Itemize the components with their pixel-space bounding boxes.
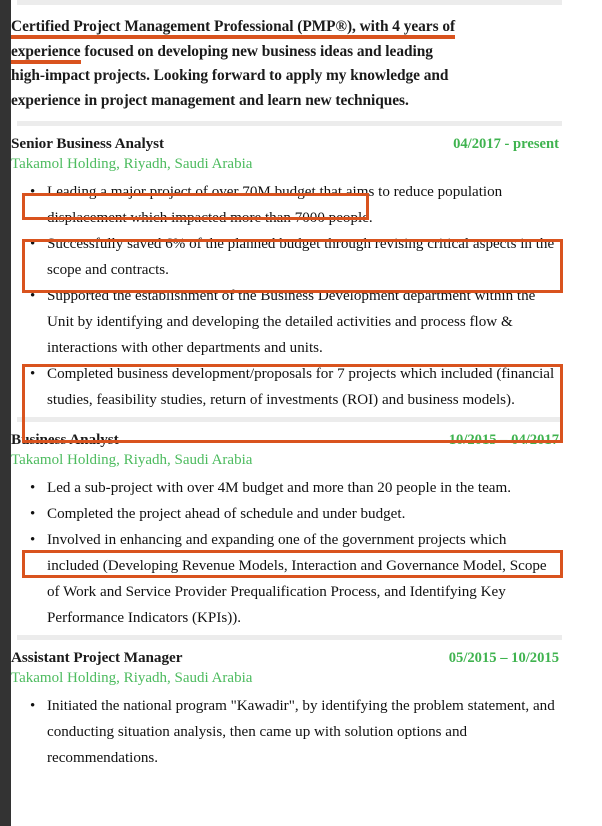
job-bullet-list-2 bbox=[11, 473, 572, 635]
job-company-location: Takamol Holding, Riyadh, Saudi Arabia bbox=[11, 670, 253, 686]
job-date-range: 05/2015 – 10/2015 bbox=[448, 650, 559, 666]
job-title: Business Analyst bbox=[11, 431, 119, 448]
summary-line-4: experience in project management and learn new techniques. bbox=[11, 91, 409, 109]
resume-content bbox=[11, 0, 572, 775]
summary-line-1: Certified Project Management Professional (PMP®), with 4 years of bbox=[11, 18, 455, 39]
list-item: • Leading a major project of over 70M budget that aims to reduce population displacement which impacted more than 7000 people. bbox=[11, 179, 559, 231]
list-item: • Supported the establishment of the Business Development department within the Unit by identifying and developing the detailed activities and process flow & interactions with other departments and units. bbox=[11, 283, 559, 361]
window-left-edge-band bbox=[0, 0, 11, 826]
professional-summary bbox=[11, 5, 559, 121]
job-bullet-list-1 bbox=[11, 177, 572, 417]
list-item: • Led a sub-project with over 4M budget and more than 20 people in the team. bbox=[11, 475, 559, 501]
summary-line-3: high-impact projects. Looking forward to apply my knowledge and bbox=[11, 67, 449, 84]
list-item: • Initiated the national program "Kawadir", by identifying the problem statement, and conducting situation analysis, then came up with solution options and recommendations. bbox=[11, 693, 559, 771]
experience-header-2 bbox=[11, 422, 559, 449]
list-item: • Completed the project ahead of schedule and under budget. bbox=[11, 501, 559, 527]
experience-entry-2 bbox=[11, 422, 572, 635]
job-company-location: Takamol Holding, Riyadh, Saudi Arabia bbox=[11, 156, 253, 172]
experience-header-1 bbox=[11, 126, 559, 153]
job-company-location: Takamol Holding, Riyadh, Saudi Arabia bbox=[11, 452, 253, 468]
list-item: • Completed business development/proposals for 7 projects which included (financial studies, feasibility studies, return of investments (ROI) and business models). bbox=[11, 361, 559, 413]
summary-underlined-word: experience bbox=[11, 43, 81, 64]
job-title: Assistant Project Manager bbox=[11, 649, 183, 666]
list-item: • Successfully saved 6% of the planned budget through revising critical aspects in the scope and contracts. bbox=[11, 231, 559, 283]
experience-header-3 bbox=[11, 640, 559, 667]
job-title: Senior Business Analyst bbox=[11, 135, 165, 152]
experience-entry-3 bbox=[11, 640, 572, 775]
job-date-range: 10/2015 – 04/2017 bbox=[448, 432, 559, 448]
list-item: • Involved in enhancing and expanding one of the government projects which included (Developing Revenue Models, Interaction and Governance Model, Scope of Work and Service Provider Prequalification Process, and Identifying Key Performance Indicators (KPIs)). bbox=[11, 527, 559, 631]
summary-line-2-rest: focused on developing new business ideas and leading bbox=[80, 42, 433, 60]
job-bullet-list-3 bbox=[11, 691, 572, 775]
job-date-range: 04/2017 - present bbox=[453, 136, 559, 152]
experience-entry-1 bbox=[11, 126, 572, 417]
